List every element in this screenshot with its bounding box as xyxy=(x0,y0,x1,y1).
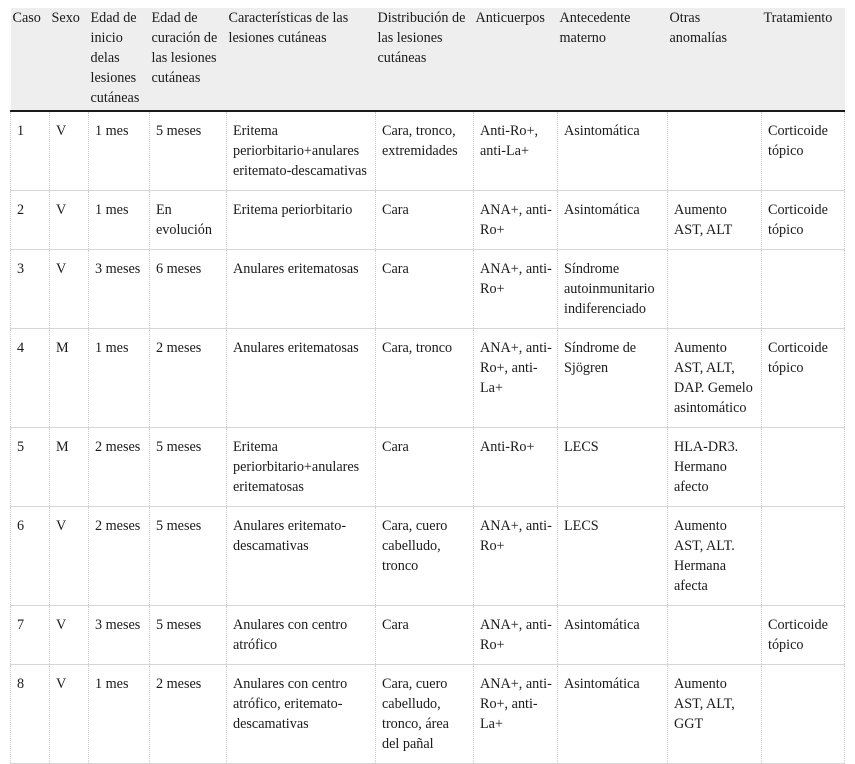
header-tratamiento: Tratamiento xyxy=(762,8,845,111)
cell-tratamiento: Corticoide tópico xyxy=(762,191,845,250)
cell-otras-anomalias: HLA-DR3. Hermano afecto xyxy=(668,428,762,507)
cell-otras-anomalias: Aumento AST, ALT. Hermana afecta xyxy=(668,507,762,606)
cell-antecedente-materno: Asintomática xyxy=(558,606,668,665)
cell-caracteristicas: Anulares eritemato-descamativas xyxy=(227,507,376,606)
cell-caso: 4 xyxy=(11,329,50,428)
header-distribucion: Distribución de las lesiones cutáneas xyxy=(376,8,474,111)
cell-antecedente-materno: LECS xyxy=(558,507,668,606)
table-row xyxy=(11,111,845,191)
cell-edad-inicio: 2 meses xyxy=(89,507,150,606)
cell-edad-curacion: 2 meses xyxy=(150,665,227,764)
cell-anticuerpos: ANA+, anti-Ro+, anti-La+ xyxy=(474,329,558,428)
cell-edad-inicio: 2 meses xyxy=(89,428,150,507)
cell-tratamiento: Corticoide tópico xyxy=(762,606,845,665)
cell-caso: 1 xyxy=(11,111,50,191)
cell-sexo: M xyxy=(50,428,89,507)
cell-edad-curacion: 5 meses xyxy=(150,111,227,191)
cell-anticuerpos: ANA+, anti-Ro+ xyxy=(474,507,558,606)
cell-caracteristicas: Anulares con centro atrófico, eritemato-descamativas xyxy=(227,665,376,764)
cell-anticuerpos: ANA+, anti-Ro+ xyxy=(474,250,558,329)
cell-otras-anomalias xyxy=(668,606,762,665)
cell-otras-anomalias: Aumento AST, ALT, GGT xyxy=(668,665,762,764)
cell-edad-inicio: 3 meses xyxy=(89,250,150,329)
cell-edad-curacion: 2 meses xyxy=(150,329,227,428)
cell-antecedente-materno: Síndrome de Sjögren xyxy=(558,329,668,428)
cell-antecedente-materno: Síndrome autoinmunitario indiferenciado xyxy=(558,250,668,329)
cell-caso: 7 xyxy=(11,606,50,665)
cell-otras-anomalias xyxy=(668,111,762,191)
cell-sexo: V xyxy=(50,250,89,329)
cell-edad-inicio: 1 mes xyxy=(89,665,150,764)
cell-caso: 8 xyxy=(11,665,50,764)
cell-antecedente-materno: Asintomática xyxy=(558,111,668,191)
header-row xyxy=(11,8,845,111)
table-row xyxy=(11,428,845,507)
cell-edad-inicio: 1 mes xyxy=(89,329,150,428)
cell-distribucion: Cara xyxy=(376,250,474,329)
table-row xyxy=(11,606,845,665)
table-row xyxy=(11,191,845,250)
table-row xyxy=(11,507,845,606)
cell-edad-curacion: En evolución xyxy=(150,191,227,250)
cell-distribucion: Cara xyxy=(376,606,474,665)
cell-sexo: V xyxy=(50,507,89,606)
cell-sexo: V xyxy=(50,111,89,191)
cell-caracteristicas: Anulares eritematosas xyxy=(227,250,376,329)
table-body xyxy=(11,111,845,764)
header-antecedente-materno: Antecedente materno xyxy=(558,8,668,111)
cell-sexo: M xyxy=(50,329,89,428)
header-caracteristicas: Características de las lesiones cutáneas xyxy=(227,8,376,111)
cell-edad-inicio: 1 mes xyxy=(89,111,150,191)
cell-distribucion: Cara xyxy=(376,428,474,507)
cell-distribucion: Cara, cuero cabelludo, tronco, área del pañal xyxy=(376,665,474,764)
table-row xyxy=(11,250,845,329)
cell-caso: 5 xyxy=(11,428,50,507)
cell-sexo: V xyxy=(50,191,89,250)
cell-anticuerpos: ANA+, anti-Ro+, anti-La+ xyxy=(474,665,558,764)
cell-antecedente-materno: Asintomática xyxy=(558,665,668,764)
cell-distribucion: Cara, cuero cabelludo, tronco xyxy=(376,507,474,606)
cell-caso: 3 xyxy=(11,250,50,329)
cell-tratamiento: Corticoide tópico xyxy=(762,111,845,191)
cell-distribucion: Cara, tronco, extremidades xyxy=(376,111,474,191)
cell-antecedente-materno: Asintomática xyxy=(558,191,668,250)
cell-otras-anomalias: Aumento AST, ALT, DAP. Gemelo asintomático xyxy=(668,329,762,428)
cell-sexo: V xyxy=(50,606,89,665)
cell-edad-inicio: 1 mes xyxy=(89,191,150,250)
clinical-cases-table xyxy=(10,8,845,764)
cell-caso: 2 xyxy=(11,191,50,250)
header-edad-curacion: Edad de curación de las lesiones cutáneas xyxy=(150,8,227,111)
cell-tratamiento xyxy=(762,507,845,606)
cell-anticuerpos: ANA+, anti-Ro+ xyxy=(474,606,558,665)
cell-tratamiento: Corticoide tópico xyxy=(762,329,845,428)
cell-anticuerpos: Anti-Ro+ xyxy=(474,428,558,507)
cell-edad-curacion: 6 meses xyxy=(150,250,227,329)
table-row xyxy=(11,665,845,764)
cell-caracteristicas: Eritema periorbitario+anulares eritematosas xyxy=(227,428,376,507)
cell-edad-curacion: 5 meses xyxy=(150,428,227,507)
cell-otras-anomalias: Aumento AST, ALT xyxy=(668,191,762,250)
cell-caso: 6 xyxy=(11,507,50,606)
cell-sexo: V xyxy=(50,665,89,764)
cell-edad-curacion: 5 meses xyxy=(150,606,227,665)
header-edad-inicio: Edad de inicio delas lesiones cutáneas xyxy=(89,8,150,111)
cell-anticuerpos: Anti-Ro+, anti-La+ xyxy=(474,111,558,191)
cell-edad-inicio: 3 meses xyxy=(89,606,150,665)
cell-edad-curacion: 5 meses xyxy=(150,507,227,606)
cell-anticuerpos: ANA+, anti-Ro+ xyxy=(474,191,558,250)
cell-antecedente-materno: LECS xyxy=(558,428,668,507)
header-anticuerpos: Anticuerpos xyxy=(474,8,558,111)
header-sexo: Sexo xyxy=(50,8,89,111)
cell-caracteristicas: Eritema periorbitario xyxy=(227,191,376,250)
cell-caracteristicas: Anulares con centro atrófico xyxy=(227,606,376,665)
cell-tratamiento xyxy=(762,665,845,764)
header-otras-anomalias: Otras anomalías xyxy=(668,8,762,111)
cell-tratamiento xyxy=(762,428,845,507)
cell-distribucion: Cara xyxy=(376,191,474,250)
cell-distribucion: Cara, tronco xyxy=(376,329,474,428)
cell-caracteristicas: Eritema periorbitario+anulares eritemato-descamativas xyxy=(227,111,376,191)
cell-otras-anomalias xyxy=(668,250,762,329)
table-row xyxy=(11,329,845,428)
header-caso: Caso xyxy=(11,8,50,111)
cell-tratamiento xyxy=(762,250,845,329)
cell-caracteristicas: Anulares eritematosas xyxy=(227,329,376,428)
table-header xyxy=(11,8,845,111)
